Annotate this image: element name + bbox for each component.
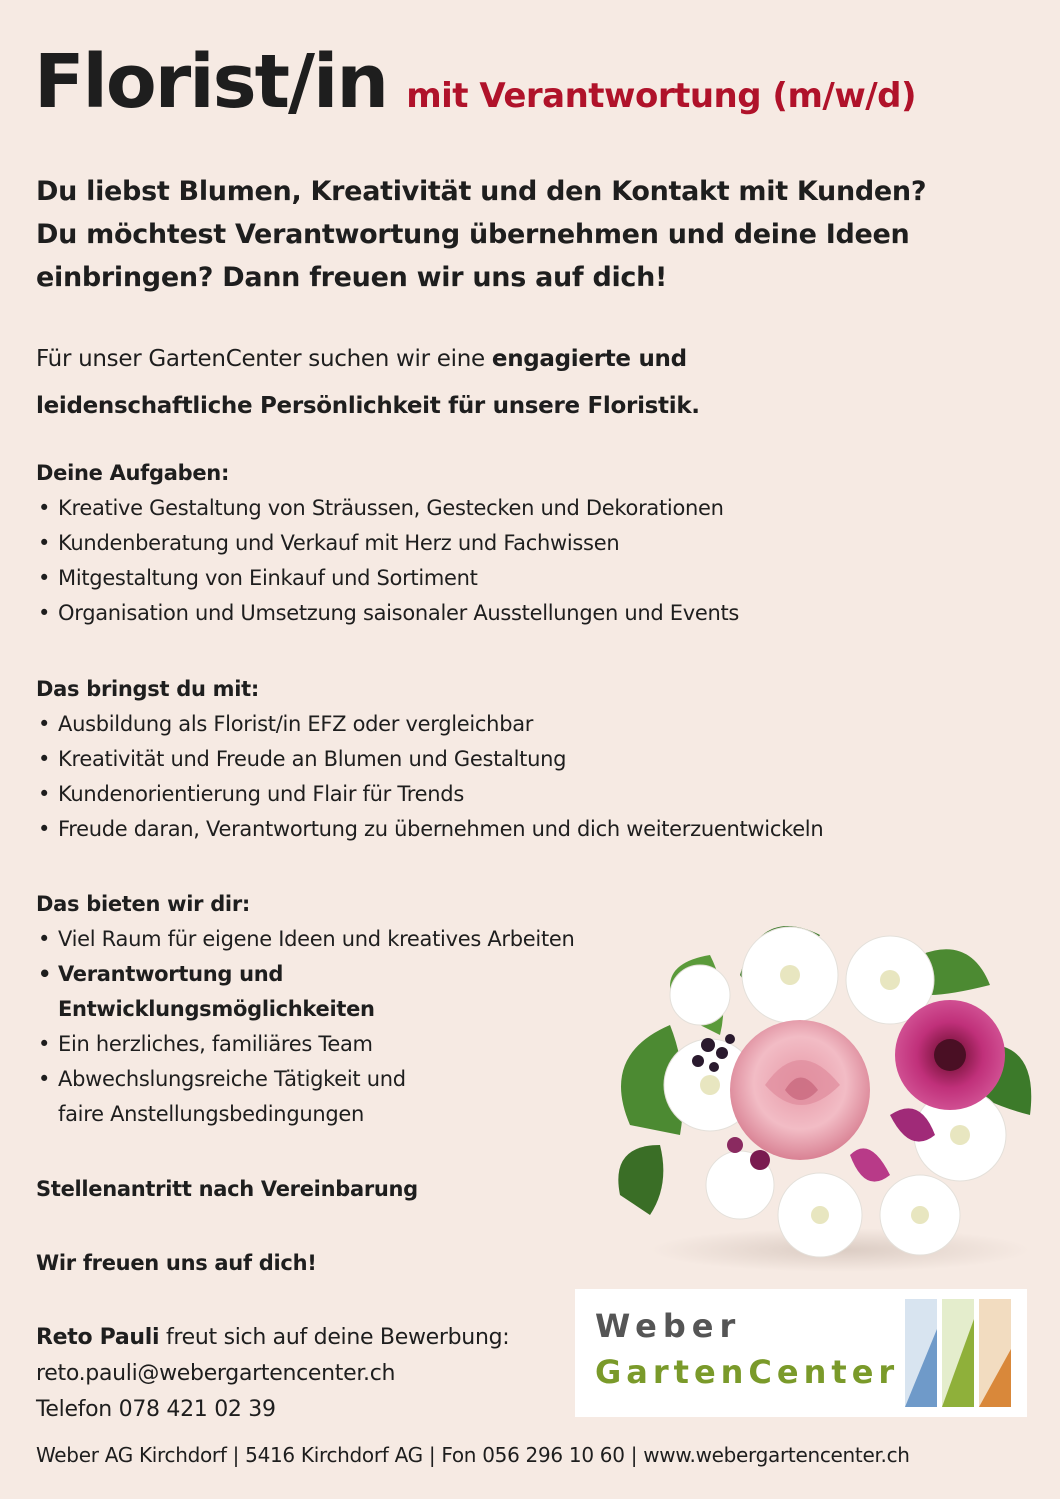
- contact-text: freut sich auf deine Bewerbung:: [159, 1325, 510, 1350]
- list-item: • Kundenberatung und Verkauf mit Herz und Fachwissen: [36, 526, 1036, 561]
- list-item: • Freude daran, Verantwortung zu übernehmen und dich weiterzuentwickeln: [36, 812, 1036, 847]
- tasks-list: [36, 491, 1036, 631]
- offer-item-2-line-1: • Verantwortung und: [58, 962, 284, 986]
- requirements-list: [36, 707, 1036, 847]
- contact-block: [36, 1320, 509, 1428]
- contact-phone: Telefon 078 421 02 39: [36, 1397, 276, 1422]
- start-note: Stellenantritt nach Vereinbarung: [36, 1177, 418, 1201]
- page-subtitle: mit Verantwortung (m/w/d): [406, 76, 917, 116]
- offer-section: [36, 887, 636, 1132]
- intro-line: einbringen? Dann freuen wir uns auf dich!: [36, 262, 668, 293]
- requirements-section: [36, 672, 1036, 847]
- welcome-note: Wir freuen uns auf dich!: [36, 1251, 317, 1275]
- list-item: • Organisation und Umsetzung saisonaler Ausstellungen und Events: [36, 596, 1036, 631]
- lead-bold-2: leidenschaftliche Persönlichkeit für unsere Floristik.: [36, 393, 700, 419]
- list-item: • Kreativität und Freude an Blumen und Gestaltung: [36, 742, 1036, 777]
- intro-line: Du liebst Blumen, Kreativität und den Kontakt mit Kunden?: [36, 176, 927, 207]
- page-title: Florist/in: [34, 39, 388, 125]
- lead-paragraph: [36, 336, 1036, 430]
- logo-text-gartencenter: GartenCenter: [595, 1353, 900, 1391]
- footer-address: Weber AG Kirchdorf | 5416 Kirchdorf AG | Fon 056 296 10 60 | www.webergartencenter.ch: [36, 1443, 910, 1467]
- intro-text: [36, 170, 1036, 299]
- requirements-heading: Das bringst du mit:: [36, 677, 259, 701]
- tasks-heading: Deine Aufgaben:: [36, 461, 230, 485]
- lead-normal: Für unser GartenCenter suchen wir eine: [36, 346, 492, 372]
- lead-bold-1: engagierte und: [491, 346, 687, 372]
- offer-item-2-line-2: Entwicklungsmöglichkeiten: [58, 997, 375, 1021]
- list-item: • Ein herzliches, familiäres Team: [36, 1027, 636, 1062]
- offer-list: [36, 922, 636, 1132]
- logo-mark-icon: [905, 1299, 1015, 1407]
- flower-bouquet-image: [590, 895, 1045, 1275]
- list-item: • Viel Raum für eigene Ideen und kreatives Arbeiten: [36, 922, 636, 957]
- contact-name: Reto Pauli: [36, 1325, 160, 1350]
- offer-heading: Das bieten wir dir:: [36, 892, 250, 916]
- list-item: • Kreative Gestaltung von Sträussen, Gestecken und Dekorationen: [36, 491, 1036, 526]
- title-row: [34, 34, 916, 130]
- list-item: [36, 957, 636, 1027]
- intro-line: Du möchtest Verantwortung übernehmen und deine Ideen: [36, 219, 910, 250]
- company-logo: [575, 1289, 1027, 1417]
- list-item: • Ausbildung als Florist/in EFZ oder vergleichbar: [36, 707, 1036, 742]
- offer-item-4-line-2: faire Anstellungsbedingungen: [58, 1102, 365, 1126]
- logo-text-weber: Weber: [595, 1307, 742, 1345]
- list-item: • Kundenorientierung und Flair für Trends: [36, 777, 1036, 812]
- tasks-section: [36, 456, 1036, 631]
- offer-item-4-line-1: • Abwechslungsreiche Tätigkeit und: [58, 1067, 406, 1091]
- list-item: • Mitgestaltung von Einkauf und Sortiment: [36, 561, 1036, 596]
- list-item: [36, 1062, 636, 1132]
- contact-email[interactable]: reto.pauli@webergartencenter.ch: [36, 1361, 396, 1386]
